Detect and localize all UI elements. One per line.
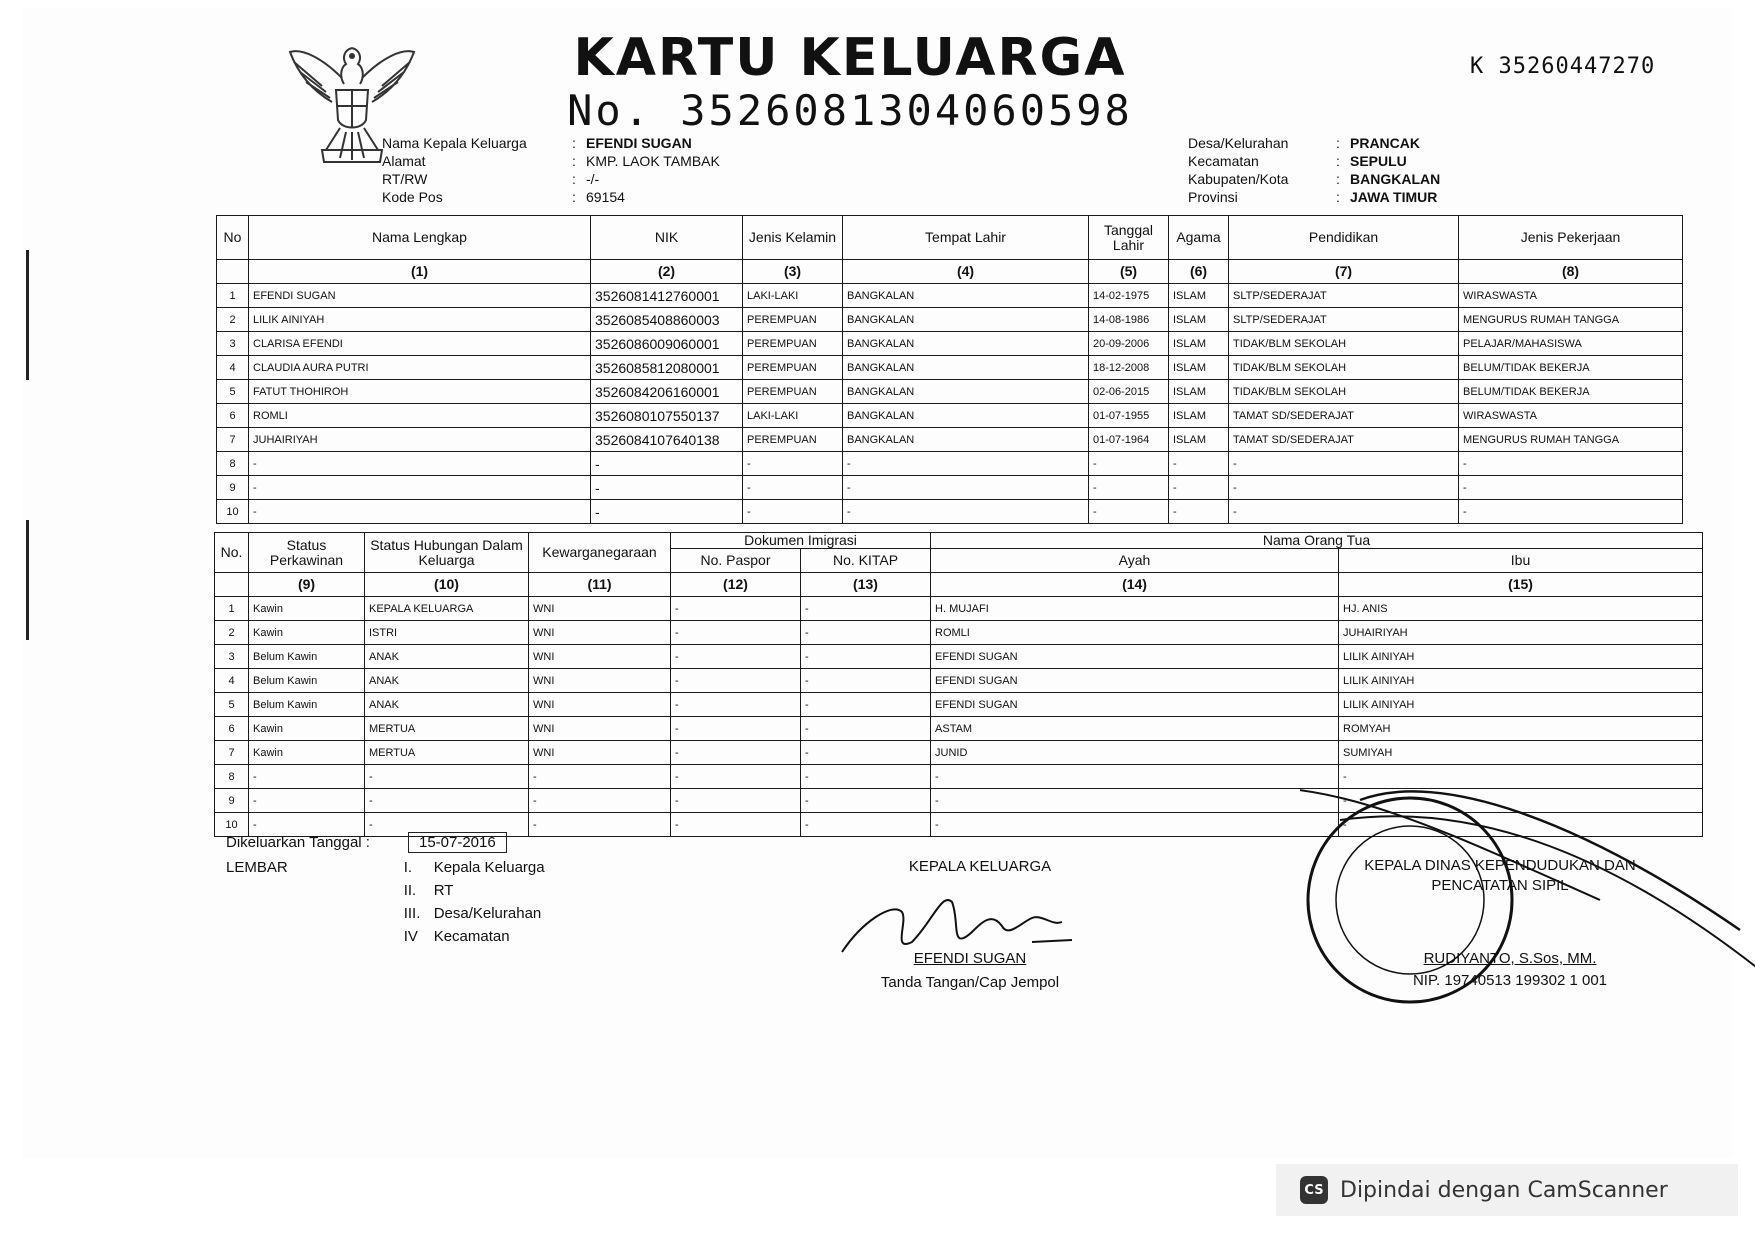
member-cell: - (1089, 476, 1169, 500)
member-cell: EFENDI SUGAN (249, 284, 591, 308)
member-cell: 9 (217, 476, 249, 500)
member-cell: 3526085408860003 (591, 308, 743, 332)
status-cell: Kawin (249, 621, 365, 645)
status-cell: - (1339, 765, 1703, 789)
scanner-text: Dipindai dengan CamScanner (1340, 1177, 1668, 1203)
header-kewarganegaraan: Kewarganegaraan (529, 533, 671, 573)
member-cell: 20-09-2006 (1089, 332, 1169, 356)
member-cell: - (1089, 452, 1169, 476)
member-cell: - (249, 500, 591, 524)
member-cell: CLAUDIA AURA PUTRI (249, 356, 591, 380)
header-ibu: Ibu (1339, 549, 1703, 573)
member-cell: ISLAM (1169, 380, 1229, 404)
member-cell: - (1169, 452, 1229, 476)
status-cell: 5 (215, 693, 249, 717)
status-cell: - (1339, 813, 1703, 837)
status-cell: H. MUJAFI (931, 597, 1339, 621)
colnum: (3) (743, 260, 843, 284)
header-status-hubungan: Status Hubungan Dalam Keluarga (365, 533, 529, 573)
status-cell: WNI (529, 621, 671, 645)
status-cell: - (801, 669, 931, 693)
member-cell: - (249, 452, 591, 476)
info-row-village: Desa/Kelurahan : PRANCAK (1188, 135, 1420, 151)
head-signature-caption: Tanda Tangan/Cap Jempol (880, 974, 1060, 991)
member-cell: TAMAT SD/SEDERAJAT (1229, 428, 1459, 452)
status-cell: EFENDI SUGAN (931, 669, 1339, 693)
header-nama-orang-tua: Nama Orang Tua (931, 533, 1703, 549)
member-cell: TIDAK/BLM SEKOLAH (1229, 380, 1459, 404)
header-tanggal-lahir: Tanggal Lahir (1089, 216, 1169, 260)
header-no: No. (215, 533, 249, 573)
status-cell: - (671, 645, 801, 669)
member-cell: 01-07-1955 (1089, 404, 1169, 428)
member-cell: PEREMPUAN (743, 332, 843, 356)
member-cell: ISLAM (1169, 404, 1229, 428)
status-cell: Belum Kawin (249, 669, 365, 693)
member-cell: WIRASWASTA (1459, 404, 1683, 428)
status-cell: 1 (215, 597, 249, 621)
member-cell: - (743, 476, 843, 500)
lembar-section (226, 856, 545, 948)
status-cell: - (801, 741, 931, 765)
member-cell: TIDAK/BLM SEKOLAH (1229, 356, 1459, 380)
colnum: (14) (931, 573, 1339, 597)
header-jenis-kelamin: Jenis Kelamin (743, 216, 843, 260)
status-cell: ANAK (365, 693, 529, 717)
member-cell: 1 (217, 284, 249, 308)
member-cell: 3526084107640138 (591, 428, 743, 452)
status-cell: WNI (529, 669, 671, 693)
member-cell: MENGURUS RUMAH TANGGA (1459, 428, 1683, 452)
member-cell: - (1089, 500, 1169, 524)
member-cell: PEREMPUAN (743, 428, 843, 452)
status-cell: EFENDI SUGAN (931, 693, 1339, 717)
status-cell: ROMYAH (1339, 717, 1703, 741)
members-table (216, 215, 1683, 524)
member-cell: - (591, 452, 743, 476)
official-nip: NIP. 19740513 199302 1 001 (1412, 972, 1608, 989)
status-row (215, 621, 1703, 645)
status-cell: 8 (215, 765, 249, 789)
status-cell: ANAK (365, 669, 529, 693)
member-cell: ISLAM (1169, 428, 1229, 452)
lembar-list (404, 856, 545, 948)
member-cell: - (249, 476, 591, 500)
status-cell: JUHAIRIYAH (1339, 621, 1703, 645)
member-cell: - (1459, 500, 1683, 524)
member-cell: LILIK AINIYAH (249, 308, 591, 332)
member-row (217, 404, 1683, 428)
header-agama: Agama (1169, 216, 1229, 260)
status-cell: - (931, 813, 1339, 837)
status-cell: KEPALA KELUARGA (365, 597, 529, 621)
member-cell: ISLAM (1169, 308, 1229, 332)
member-cell: BANGKALAN (843, 428, 1089, 452)
status-cell: WNI (529, 597, 671, 621)
header-pekerjaan: Jenis Pekerjaan (1459, 216, 1683, 260)
member-cell: TAMAT SD/SEDERAJAT (1229, 404, 1459, 428)
scan-edge-mark (26, 250, 29, 380)
status-cell: - (671, 765, 801, 789)
document-title: KARTU KELUARGA (573, 28, 1127, 88)
info-row-regency: Kabupaten/Kota : BANGKALAN (1188, 171, 1441, 187)
status-cell: WNI (529, 717, 671, 741)
member-cell: 3 (217, 332, 249, 356)
status-row (215, 717, 1703, 741)
status-cell: SUMIYAH (1339, 741, 1703, 765)
member-cell: BANGKALAN (843, 332, 1089, 356)
member-cell: BANGKALAN (843, 404, 1089, 428)
member-cell: LAKI-LAKI (743, 284, 843, 308)
scanner-badge (1276, 1164, 1738, 1216)
status-cell: - (931, 765, 1339, 789)
status-row (215, 693, 1703, 717)
info-row-address: Alamat : KMP. LAOK TAMBAK (382, 153, 720, 169)
status-cell: - (671, 789, 801, 813)
status-cell: - (249, 789, 365, 813)
status-cell: - (671, 669, 801, 693)
member-cell: PEREMPUAN (743, 308, 843, 332)
member-row (217, 500, 1683, 524)
member-cell: 3526080107550137 (591, 404, 743, 428)
official-title: KEPALA DINAS KEPENDUDUKAN DAN PENCATATAN SIPIL (1364, 857, 1636, 894)
member-row (217, 476, 1683, 500)
status-cell: WNI (529, 741, 671, 765)
colnum: (1) (249, 260, 591, 284)
lembar-item: II. RT (403, 882, 454, 899)
header-pendidikan: Pendidikan (1229, 216, 1459, 260)
info-row-province: Provinsi : JAWA TIMUR (1188, 189, 1438, 205)
status-cell: LILIK AINIYAH (1339, 645, 1703, 669)
header-nama: Nama Lengkap (249, 216, 591, 260)
kk-number: No. 3526081304060598 (567, 86, 1133, 135)
status-cell: - (529, 765, 671, 789)
header-status-perkawinan: Status Perkawinan (249, 533, 365, 573)
status-header-row (215, 533, 1703, 549)
member-cell: - (743, 500, 843, 524)
member-cell: - (1229, 452, 1459, 476)
status-cell: JUNID (931, 741, 1339, 765)
member-cell: LAKI-LAKI (743, 404, 843, 428)
status-cell: - (801, 621, 931, 645)
status-cell: MERTUA (365, 741, 529, 765)
members-header-row (217, 216, 1683, 260)
status-cell: ANAK (365, 645, 529, 669)
member-cell: - (1229, 476, 1459, 500)
member-cell: 02-06-2015 (1089, 380, 1169, 404)
status-row (215, 597, 1703, 621)
status-cell: - (801, 717, 931, 741)
issued-date-row (226, 832, 507, 853)
member-row (217, 380, 1683, 404)
head-signature-name: EFENDI SUGAN (913, 950, 1027, 967)
member-cell: 10 (217, 500, 249, 524)
status-cell: Kawin (249, 597, 365, 621)
member-cell: 3526086009060001 (591, 332, 743, 356)
member-cell: 5 (217, 380, 249, 404)
status-cell: - (671, 813, 801, 837)
member-cell: - (843, 476, 1089, 500)
colnum: (8) (1459, 260, 1683, 284)
colnum (217, 260, 249, 284)
status-cell: - (801, 597, 931, 621)
colnum: (5) (1089, 260, 1169, 284)
member-cell: ISLAM (1169, 356, 1229, 380)
member-cell: BANGKALAN (843, 284, 1089, 308)
member-cell: PELAJAR/MAHASISWA (1459, 332, 1683, 356)
member-cell: CLARISA EFENDI (249, 332, 591, 356)
status-cell: - (801, 813, 931, 837)
member-cell: - (1459, 476, 1683, 500)
lembar-item: I. Kepala Keluarga (403, 859, 545, 876)
status-cell: Belum Kawin (249, 693, 365, 717)
head-signature-title: KEPALA KELUARGA (908, 858, 1052, 875)
member-cell: - (591, 476, 743, 500)
member-cell: JUHAIRIYAH (249, 428, 591, 452)
member-cell: 18-12-2008 (1089, 356, 1169, 380)
status-cell: ROMLI (931, 621, 1339, 645)
colnum (215, 573, 249, 597)
colnum: (11) (529, 573, 671, 597)
member-cell: SLTP/SEDERAJAT (1229, 308, 1459, 332)
member-row (217, 332, 1683, 356)
member-cell: BELUM/TIDAK BEKERJA (1459, 380, 1683, 404)
colnum: (6) (1169, 260, 1229, 284)
colnum: (12) (671, 573, 801, 597)
status-row (215, 741, 1703, 765)
colnum: (15) (1339, 573, 1703, 597)
status-colnum-row (215, 573, 1703, 597)
members-colnum-row (217, 260, 1683, 284)
member-cell: BANGKALAN (843, 380, 1089, 404)
header-dokumen-imigrasi: Dokumen Imigrasi (671, 533, 931, 549)
member-cell: TIDAK/BLM SEKOLAH (1229, 332, 1459, 356)
member-cell: FATUT THOHIROH (249, 380, 591, 404)
status-cell: 3 (215, 645, 249, 669)
status-cell: WNI (529, 645, 671, 669)
status-cell: 6 (215, 717, 249, 741)
member-cell: 3526081412760001 (591, 284, 743, 308)
family-info-left (382, 134, 720, 206)
status-cell: 9 (215, 789, 249, 813)
status-cell: - (801, 645, 931, 669)
status-cell: - (801, 789, 931, 813)
status-cell: Kawin (249, 717, 365, 741)
info-row-postcode: Kode Pos : 69154 (382, 189, 625, 205)
member-row (217, 308, 1683, 332)
header-no-paspor: No. Paspor (671, 549, 801, 573)
member-cell: - (591, 500, 743, 524)
member-cell: BANGKALAN (843, 308, 1089, 332)
member-cell: - (1459, 452, 1683, 476)
info-row-rtrw: RT/RW : -/- (382, 171, 600, 187)
document-code: K 35260447270 (1470, 54, 1656, 79)
status-cell: - (671, 597, 801, 621)
member-cell: 2 (217, 308, 249, 332)
member-cell: WIRASWASTA (1459, 284, 1683, 308)
member-cell: 3526084206160001 (591, 380, 743, 404)
member-cell: 3526085812080001 (591, 356, 743, 380)
member-cell: 01-07-1964 (1089, 428, 1169, 452)
status-cell: ISTRI (365, 621, 529, 645)
status-cell: - (529, 813, 671, 837)
member-cell: 14-02-1975 (1089, 284, 1169, 308)
status-cell: - (671, 741, 801, 765)
status-cell: - (671, 717, 801, 741)
header-no-kitap: No. KITAP (801, 549, 931, 573)
member-cell: 6 (217, 404, 249, 428)
member-cell: BANGKALAN (843, 356, 1089, 380)
official-name: RUDIYANTO, S.Sos, MM. (1423, 950, 1597, 967)
status-cell: Belum Kawin (249, 645, 365, 669)
status-cell: - (1339, 789, 1703, 813)
member-row (217, 452, 1683, 476)
header-tempat-lahir: Tempat Lahir (843, 216, 1089, 260)
member-cell: PEREMPUAN (743, 356, 843, 380)
status-cell: MERTUA (365, 717, 529, 741)
info-row-district: Kecamatan : SEPULU (1188, 153, 1407, 169)
colnum: (7) (1229, 260, 1459, 284)
member-cell: - (1229, 500, 1459, 524)
member-row (217, 284, 1683, 308)
status-row (215, 645, 1703, 669)
member-cell: ISLAM (1169, 284, 1229, 308)
status-cell: 10 (215, 813, 249, 837)
status-cell: - (671, 621, 801, 645)
status-cell: EFENDI SUGAN (931, 645, 1339, 669)
colnum: (10) (365, 573, 529, 597)
lembar-item: III. Desa/Kelurahan (403, 905, 542, 922)
status-cell: - (529, 789, 671, 813)
status-cell: ASTAM (931, 717, 1339, 741)
status-cell: HJ. ANIS (1339, 597, 1703, 621)
status-cell: - (249, 813, 365, 837)
lembar-item: IV Kecamatan (403, 928, 510, 945)
status-cell: - (249, 765, 365, 789)
status-cell: - (365, 789, 529, 813)
header-no: No (217, 216, 249, 260)
family-info-right (1188, 134, 1440, 206)
member-row (217, 428, 1683, 452)
camscanner-logo-icon: CS (1300, 1176, 1328, 1204)
status-cell: - (801, 765, 931, 789)
status-row (215, 669, 1703, 693)
colnum: (2) (591, 260, 743, 284)
member-cell: ROMLI (249, 404, 591, 428)
status-cell: WNI (529, 693, 671, 717)
member-cell: MENGURUS RUMAH TANGGA (1459, 308, 1683, 332)
issued-date: 15-07-2016 (408, 832, 507, 853)
status-cell: - (801, 693, 931, 717)
member-cell: 4 (217, 356, 249, 380)
member-cell: SLTP/SEDERAJAT (1229, 284, 1459, 308)
member-row (217, 356, 1683, 380)
member-cell: - (743, 452, 843, 476)
member-cell: 14-08-1986 (1089, 308, 1169, 332)
member-cell: - (1169, 500, 1229, 524)
issued-label: Dikeluarkan Tanggal : (226, 834, 370, 851)
member-cell: PEREMPUAN (743, 380, 843, 404)
status-cell: 4 (215, 669, 249, 693)
member-cell: - (843, 500, 1089, 524)
status-cell: - (931, 789, 1339, 813)
header-nik: NIK (591, 216, 743, 260)
member-cell: ISLAM (1169, 332, 1229, 356)
colnum: (4) (843, 260, 1089, 284)
info-row-head: Nama Kepala Keluarga : EFENDI SUGAN (382, 135, 692, 151)
scan-edge-mark (26, 520, 29, 640)
colnum: (13) (801, 573, 931, 597)
status-cell: - (365, 813, 529, 837)
status-cell: 2 (215, 621, 249, 645)
header-ayah: Ayah (931, 549, 1339, 573)
status-cell: - (365, 765, 529, 789)
status-cell: - (671, 693, 801, 717)
member-cell: 7 (217, 428, 249, 452)
member-cell: - (843, 452, 1089, 476)
lembar-label: LEMBAR (226, 859, 288, 876)
colnum: (9) (249, 573, 365, 597)
status-cell: 7 (215, 741, 249, 765)
member-cell: 8 (217, 452, 249, 476)
status-cell: LILIK AINIYAH (1339, 669, 1703, 693)
member-cell: BELUM/TIDAK BEKERJA (1459, 356, 1683, 380)
member-cell: - (1169, 476, 1229, 500)
status-cell: LILIK AINIYAH (1339, 693, 1703, 717)
status-cell: Kawin (249, 741, 365, 765)
